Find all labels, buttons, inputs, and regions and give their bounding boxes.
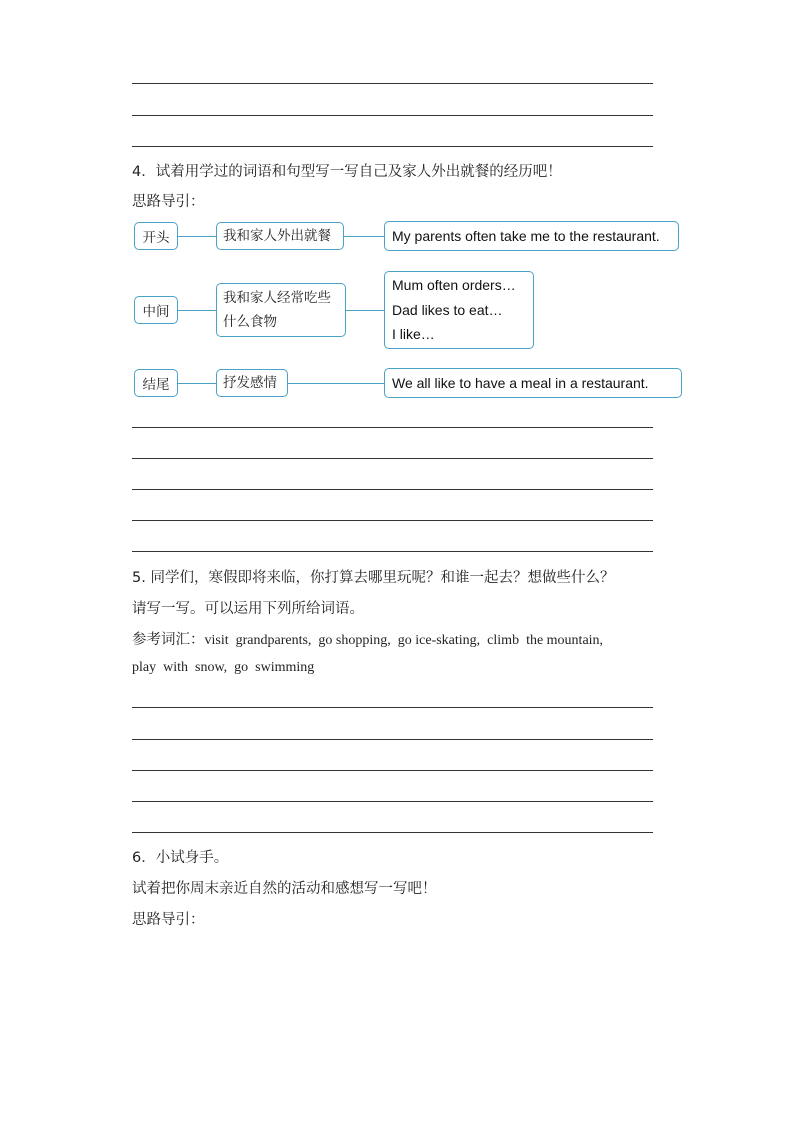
q5-prompt-line2: 请写一写。可以运用下列所给词语。 <box>132 601 364 617</box>
writing-line <box>132 115 653 116</box>
writing-line <box>132 770 653 771</box>
q4-prompt: 4．试着用学过的词语和句型写一写自己及家人外出就餐的经历吧！ <box>132 164 562 180</box>
connector-line <box>344 236 384 237</box>
writing-line <box>132 83 653 84</box>
q4-row2-label: 中间 <box>134 296 178 324</box>
q4-row2-right-line1: Mum often orders… <box>392 277 516 294</box>
writing-line <box>132 520 653 521</box>
writing-line <box>132 427 653 428</box>
q5-vocab-label: 参考词汇： <box>132 632 205 648</box>
q5-vocab-line2: play with snow, go swimming <box>132 660 315 675</box>
q4-row1-right: My parents often take me to the restaurant. <box>384 221 679 251</box>
q5-prompt-line1: 5. 同学们，寒假即将来临，你打算去哪里玩呢？和谁一起去？想做些什么？ <box>132 570 615 586</box>
q4-row2-middle-text: 我和家人经常吃些什么食物 <box>223 290 331 330</box>
q4-row3-middle: 抒发感情 <box>216 369 288 397</box>
q5-vocab-line1 <box>132 628 603 649</box>
q5-vocab-words: visit grandparents, go shopping, go ice-skating, climb the mountain, <box>204 633 604 648</box>
q4-row2-right-line2: Dad likes to eat… <box>392 301 503 318</box>
q4-guide-label: 思路导引： <box>132 194 205 210</box>
writing-line <box>132 707 653 708</box>
writing-line <box>132 458 653 459</box>
connector-line <box>178 236 216 237</box>
q4-row1-middle: 我和家人外出就餐 <box>216 222 344 250</box>
writing-line <box>132 832 653 833</box>
writing-line <box>132 739 653 740</box>
q4-row1-label: 开头 <box>134 222 178 250</box>
connector-line <box>288 383 384 384</box>
q4-row2-right <box>384 271 534 349</box>
writing-line <box>132 801 653 802</box>
q4-row2-right-line3: I like… <box>392 326 435 343</box>
connector-line <box>178 383 216 384</box>
q4-row3-label: 结尾 <box>134 369 178 397</box>
writing-line <box>132 551 653 552</box>
q4-row2-middle <box>216 283 346 337</box>
q6-prompt: 试着把你周末亲近自然的活动和感想写一写吧！ <box>132 881 437 897</box>
connector-line <box>178 310 216 311</box>
q6-title: 6．小试身手。 <box>132 850 229 866</box>
writing-line <box>132 489 653 490</box>
q6-guide-label: 思路导引： <box>132 912 205 928</box>
writing-line <box>132 146 653 147</box>
q4-row3-right: We all like to have a meal in a restaurant. <box>384 368 682 398</box>
connector-line <box>346 310 384 311</box>
